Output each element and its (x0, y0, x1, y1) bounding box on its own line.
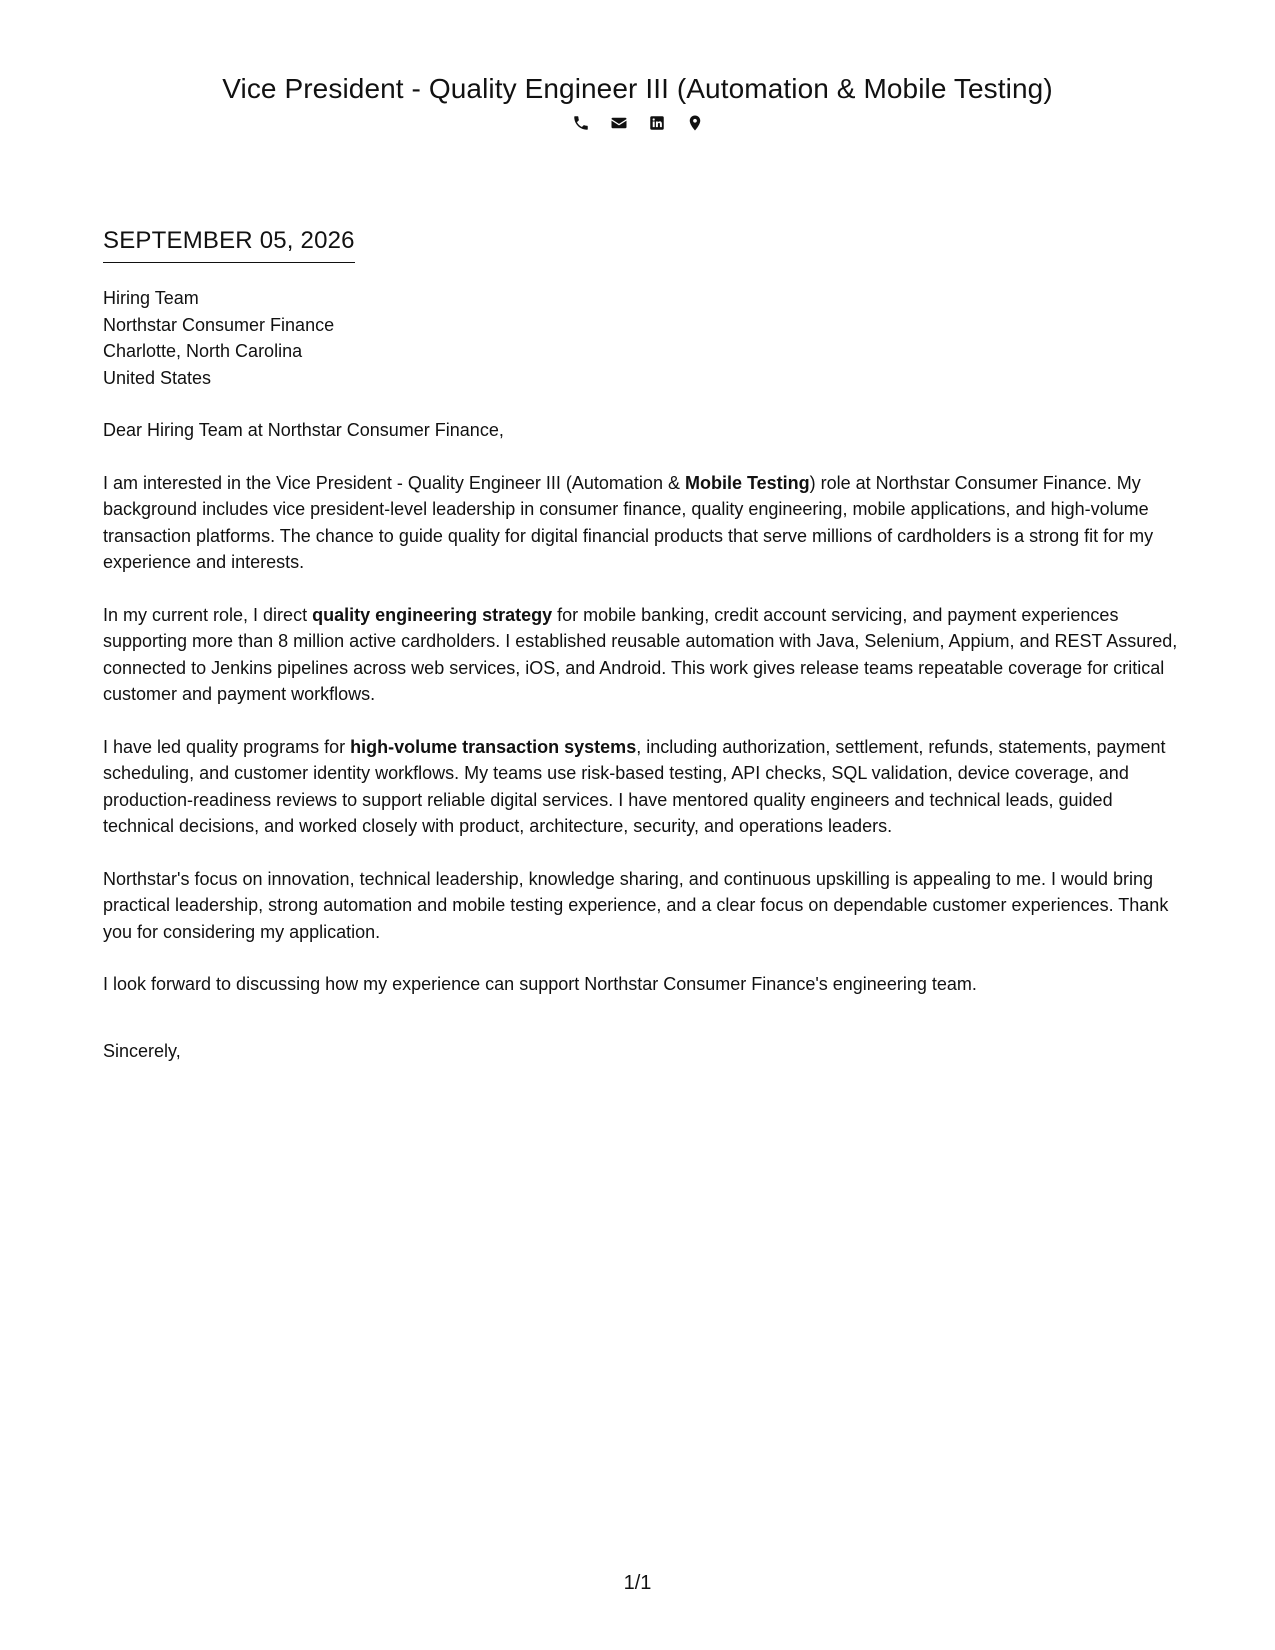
paragraph-3 (103, 734, 1178, 840)
page-number: 1/1 (623, 1572, 652, 1594)
paragraph-2-emphasis: quality engineering strategy (312, 604, 553, 625)
paragraph-3-text-start: I have led quality programs for (103, 736, 351, 757)
paragraph-1 (103, 470, 1178, 576)
paragraph-2-text-start: In my current role, I direct (103, 604, 313, 625)
paragraph-1-emphasis: Mobile Testing (684, 472, 810, 493)
contact-icons (0, 112, 1275, 134)
letter-header (0, 72, 1275, 134)
paragraph-3-text-end: , including authorization, settlement, refunds, statements, payment scheduling, and customer identity workflows. My teams use risk-based testing, API checks, SQL validation, device coverage, and production-readiness reviews to support reliable digital services. I have mentored quality engineers and technical leads, guided technical decisions, and worked closely with product, architecture, security, and operations leaders. (103, 736, 1166, 836)
recipient-address (103, 285, 1178, 391)
paragraph-3-emphasis: high-volume transaction systems (350, 736, 637, 757)
letter-body (103, 285, 1178, 1064)
salutation: Dear Hiring Team at Northstar Consumer Finance, (103, 420, 504, 440)
linkedin-icon[interactable] (648, 114, 666, 132)
paragraph-1-text-end: ) role at Northstar Consumer Finance. My background includes vice president-level leadership in consumer finance, quality engineering, mobile applications, and high-volume transaction platforms. The chance to guide quality for digital financial products that serve millions of cardholders is a strong fit for my experience and interests. (103, 472, 1154, 572)
recipient-country: United States (103, 367, 212, 388)
paragraph-2 (103, 602, 1178, 708)
date-block (103, 226, 355, 263)
letter-date: SEPTEMBER 05, 2026 (103, 226, 355, 263)
paragraph-5: I look forward to discussing how my experience can support Northstar Consumer Finance's engineering team. (103, 974, 977, 994)
page-title: Vice President - Quality Engineer III (Automation & Mobile Testing) (222, 73, 1053, 104)
paragraph-2-text-end: for mobile banking, credit account servicing, and payment experiences supporting more than 8 million active cardholders. I established reusable automation with Java, Selenium, Appium, and REST Assured, connected to Jenkins pipelines across web services, iOS, and Android. This work gives release teams repeatable coverage for critical customer and payment workflows. (103, 604, 1178, 704)
recipient-company: Northstar Consumer Finance (103, 314, 335, 335)
paragraph-4: Northstar's focus on innovation, technical leadership, knowledge sharing, and continuous upskilling is appealing to me. I would bring practical leadership, strong automation and mobile testing experience, and a clear focus on dependable customer experiences. Thank you for considering my application. (103, 868, 1169, 942)
map-marker-icon[interactable] (686, 114, 704, 132)
paragraph-1-text-start: I am interested in the Vice President - Quality Engineer III (Automation & (103, 472, 685, 493)
phone-icon[interactable] (572, 114, 590, 132)
closing: Sincerely, (103, 1040, 181, 1061)
envelope-icon[interactable] (610, 114, 628, 132)
recipient-city: Charlotte, North Carolina (103, 341, 303, 361)
recipient-line: Hiring Team (103, 288, 199, 308)
